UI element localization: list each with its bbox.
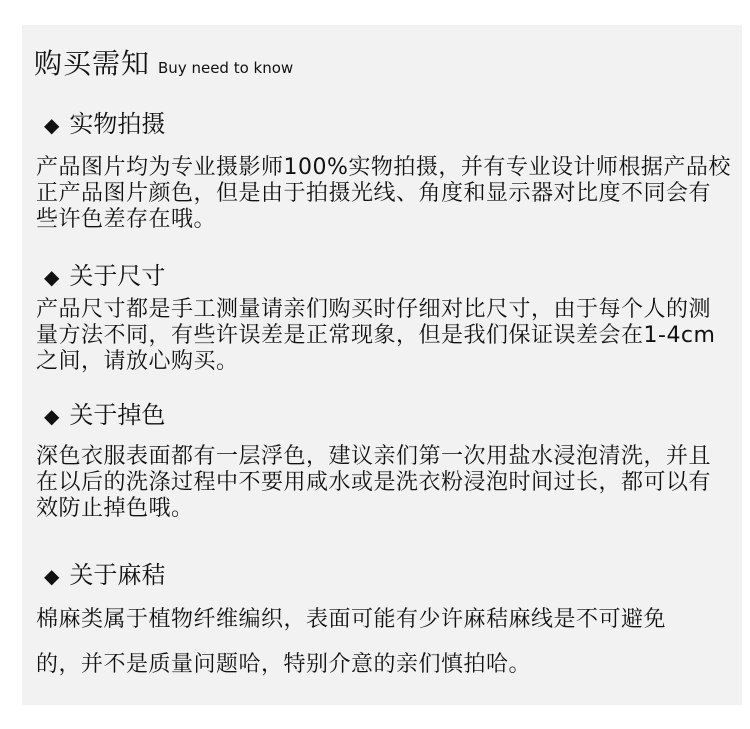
- section-heading-size: [44, 256, 165, 291]
- title-chinese: 购买需知: [34, 47, 151, 80]
- section-heading-photo: [44, 104, 165, 139]
- section-body-fiber: 棉麻类属于植物纤维编织，表面可能有少许麻秸麻线是不可避免的，并不是质量问题哈，特别介意的亲们慎拍哈。: [36, 607, 667, 677]
- section-body-size: 产品尺寸都是手工测量请亲们购买时仔细对比尺寸，由于每个人的测量方法不同，有些许误差是正常现象，但是我们保证误差会在1-4cm之间，请放心购买。: [36, 297, 716, 374]
- section-heading-fiber: [44, 555, 165, 590]
- diamond-bullet-icon: ◆: [44, 404, 60, 428]
- section-body-fading: 深色衣服表面都有一层浮色，建议亲们第一次用盐水浸泡清洗，并且在以后的洗涤过程中不要用咸水或是洗衣粉浸泡时间过长，都可以有效防止掉色哦。: [36, 444, 712, 521]
- section-title: 关于掉色: [69, 401, 166, 429]
- title-english: Buy need to know: [158, 59, 294, 77]
- diamond-bullet-icon: ◆: [44, 265, 60, 289]
- section-title: 实物拍摄: [69, 110, 166, 138]
- diamond-bullet-icon: ◆: [44, 564, 60, 588]
- section-title: 关于麻秸: [69, 561, 166, 589]
- diamond-bullet-icon: ◆: [44, 113, 60, 137]
- section-title: 关于尺寸: [69, 262, 166, 290]
- section-heading-fading: [44, 395, 165, 430]
- page-title: [34, 42, 293, 82]
- section-body-photo: 产品图片均为专业摄影师100%实物拍摄，并有专业设计师根据产品校正产品图片颜色，但是由于拍摄光线、角度和显示器对比度不同会有些许色差存在哦。: [36, 155, 731, 232]
